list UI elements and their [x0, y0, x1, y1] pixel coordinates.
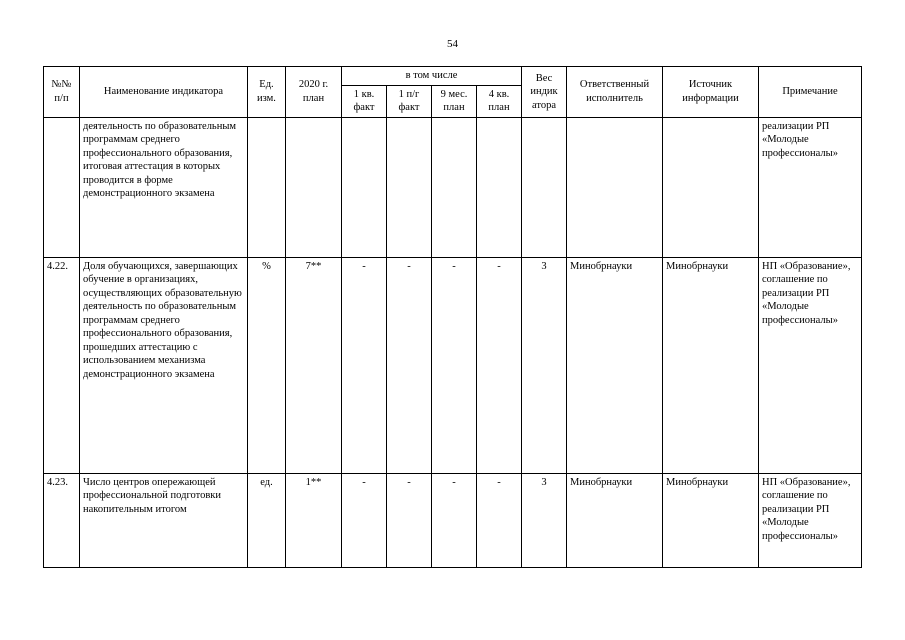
header-unit: Ед. изм. [248, 67, 286, 118]
cell-weight: 3 [522, 257, 567, 473]
cell-source: Минобрнауки [663, 473, 759, 567]
cell-q4: - [477, 473, 522, 567]
cell-q4: - [477, 257, 522, 473]
cell-9m: - [432, 473, 477, 567]
header-q1-fact: 1 кв. факт [342, 85, 387, 117]
cell-weight [522, 117, 567, 257]
cell-responsible [567, 117, 663, 257]
cell-name: Число центров опережающей профессиональной подготовки накопительным итогом [80, 473, 248, 567]
cell-plan-2020: 7** [286, 257, 342, 473]
cell-source: Минобрнауки [663, 257, 759, 473]
cell-9m [432, 117, 477, 257]
cell-plan-2020 [286, 117, 342, 257]
cell-q1 [342, 117, 387, 257]
cell-unit: ед. [248, 473, 286, 567]
header-9m-plan: 9 мес. план [432, 85, 477, 117]
cell-num [44, 117, 80, 257]
header-weight: Вес индик атора [522, 67, 567, 118]
cell-q4 [477, 117, 522, 257]
table-row [44, 473, 862, 567]
cell-note: НП «Образование», соглашение по реализации РП «Молодые профессионалы» [759, 473, 862, 567]
header-name: Наименование индикатора [80, 67, 248, 118]
header-source: Источник информации [663, 67, 759, 118]
header-h1-fact: 1 п/г факт [387, 85, 432, 117]
cell-num: 4.23. [44, 473, 80, 567]
cell-9m: - [432, 257, 477, 473]
cell-unit [248, 117, 286, 257]
header-responsible: Ответственный исполнитель [567, 67, 663, 118]
cell-h1: - [387, 473, 432, 567]
indicator-table [43, 66, 862, 568]
cell-responsible: Минобрнауки [567, 257, 663, 473]
cell-unit: % [248, 257, 286, 473]
cell-num: 4.22. [44, 257, 80, 473]
cell-q1: - [342, 473, 387, 567]
header-note: Примечание [759, 67, 862, 118]
cell-note: реализации РП «Молодые профессионалы» [759, 117, 862, 257]
table-row [44, 117, 862, 257]
header-plan-2020: 2020 г. план [286, 67, 342, 118]
cell-name: Доля обучающихся, завершающих обучение в организациях, осуществляющих образовательную деятельность по образовательным программам среднего профессионального образования, прошедших аттестацию с использованием механизма демонстрационного экзамена [80, 257, 248, 473]
cell-h1 [387, 117, 432, 257]
cell-weight: 3 [522, 473, 567, 567]
cell-name: деятельность по образовательным программам среднего профессионального образования, итоговая аттестация в которых проводится в форме демонстрационного экзамена [80, 117, 248, 257]
cell-h1: - [387, 257, 432, 473]
cell-note: НП «Образование», соглашение по реализации РП «Молодые профессионалы» [759, 257, 862, 473]
header-including: в том числе [342, 67, 522, 86]
cell-source [663, 117, 759, 257]
table-row [44, 257, 862, 473]
header-q4-plan: 4 кв. план [477, 85, 522, 117]
header-num: №№ п/п [44, 67, 80, 118]
cell-plan-2020: 1** [286, 473, 342, 567]
cell-responsible: Минобрнауки [567, 473, 663, 567]
cell-q1: - [342, 257, 387, 473]
page-number: 54 [447, 38, 458, 50]
